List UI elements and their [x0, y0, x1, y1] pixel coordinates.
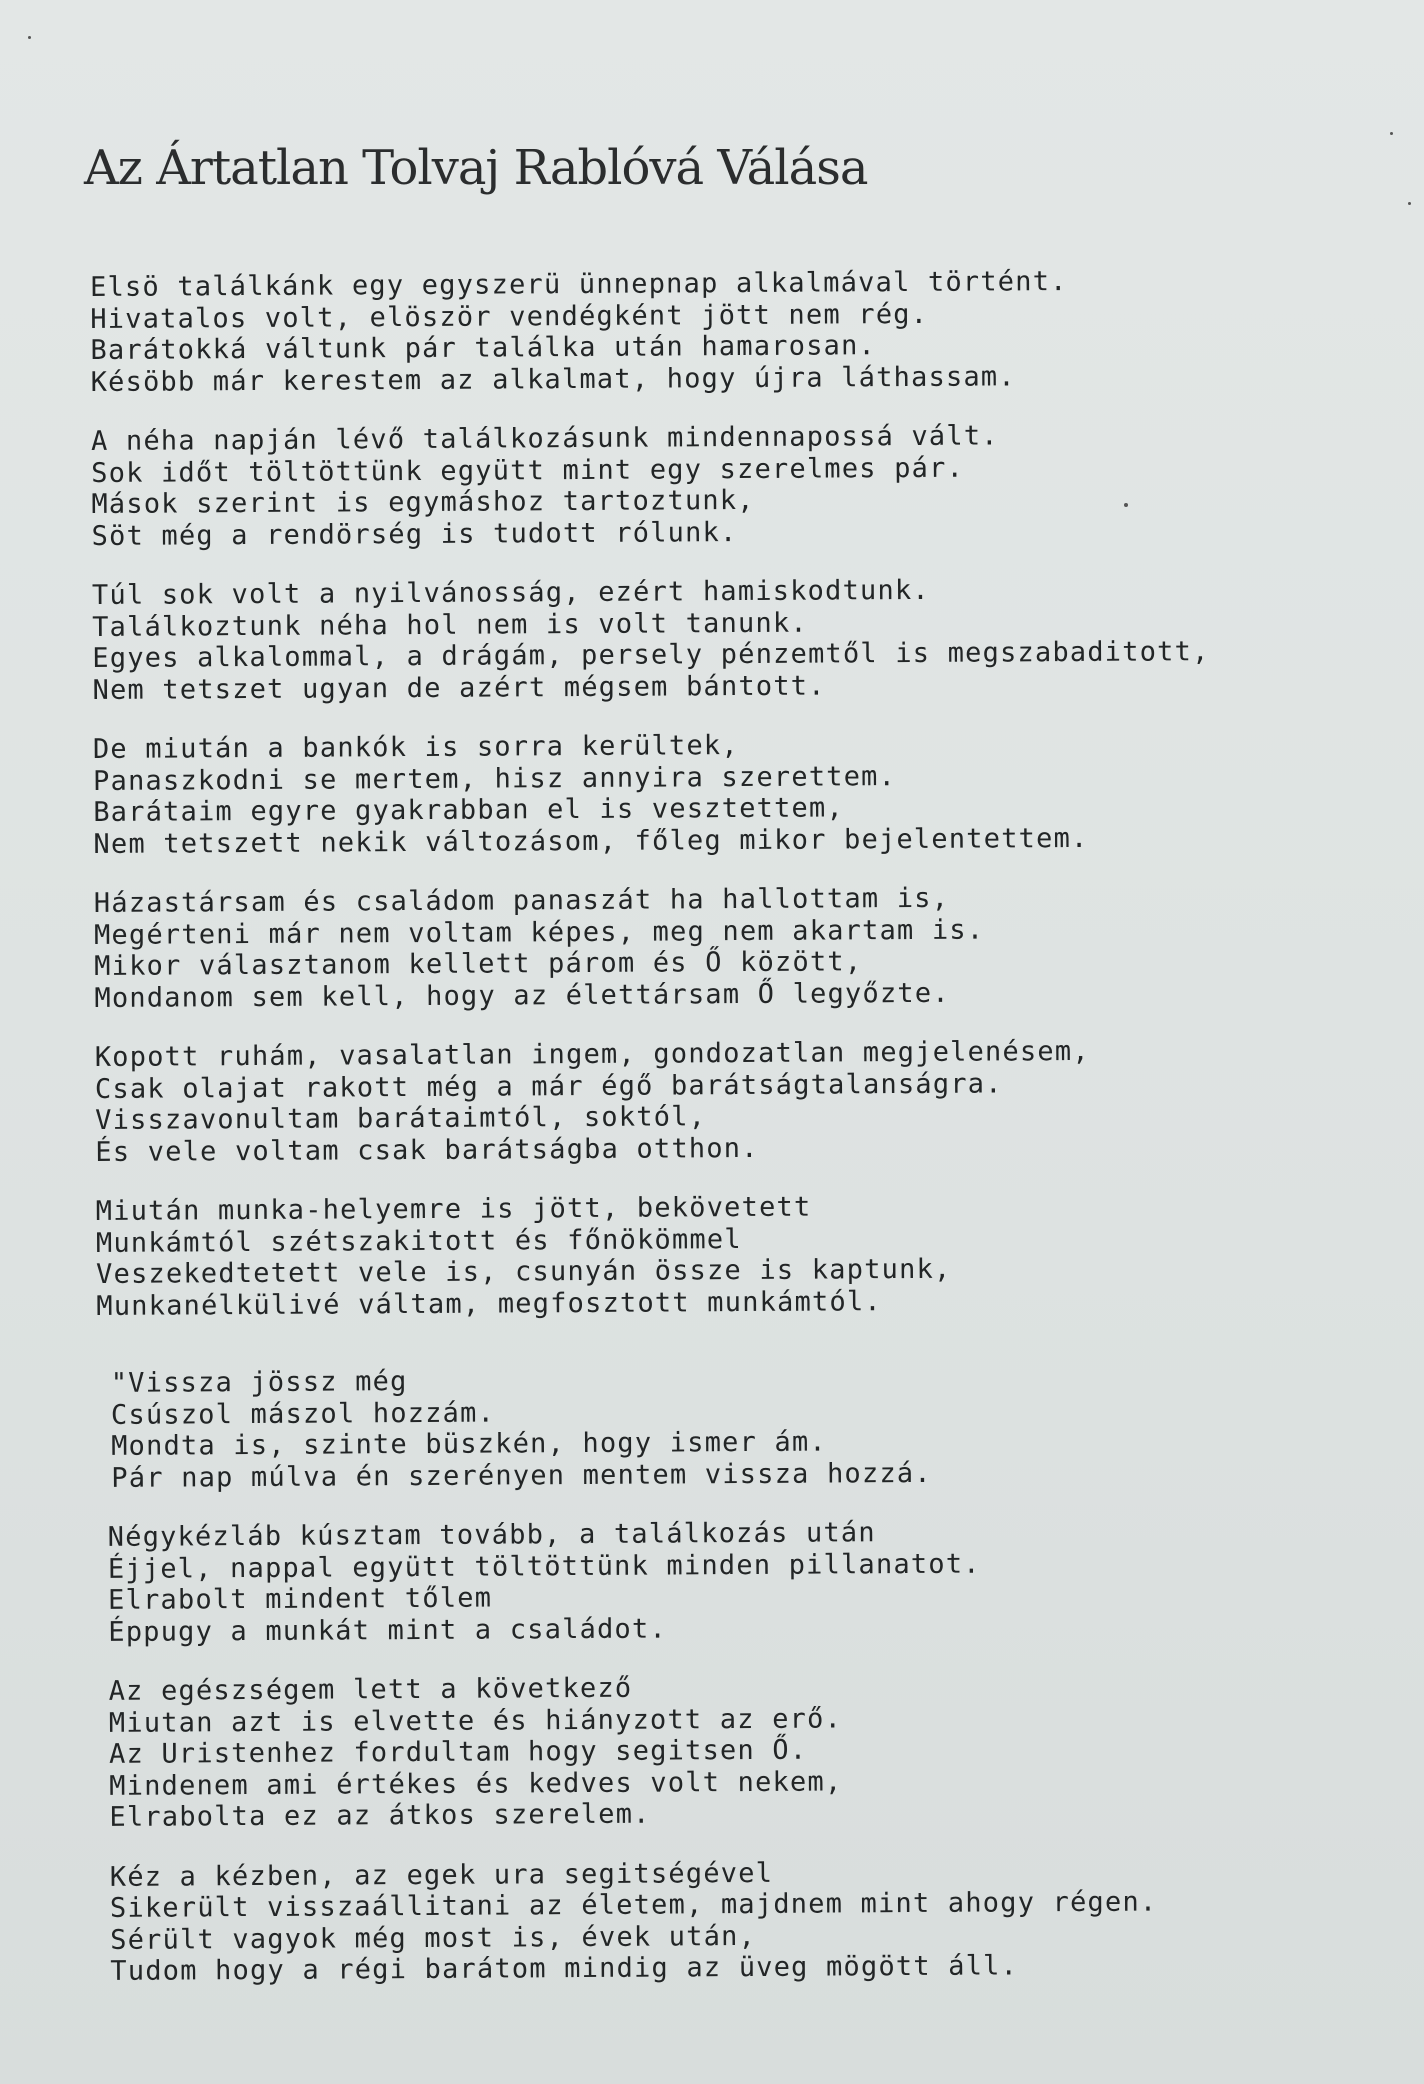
- poem-line: Mikor választanom kellett párom és Ő között,: [94, 946, 863, 982]
- poem-line: Kéz a kézben, az egek ura segitségével: [109, 1857, 774, 1893]
- poem-line: Elrabolt mindent tőlem: [108, 1582, 493, 1616]
- poem-line: Miután munka-helyemre is jött, bekövetett: [95, 1191, 812, 1227]
- poem-body: [90, 265, 1218, 2015]
- poem-line: Házastársam és családom panaszát ha hallottam is,: [93, 882, 950, 919]
- poem-line: Éjjel, nappal együtt töltöttünk minden pillanatot.: [107, 1548, 981, 1585]
- stanza-1: [90, 265, 1208, 398]
- poem-line: Az Uristenhez fordultam hogy segitsen Ő.: [108, 1734, 808, 1770]
- stanza-2: [91, 419, 1209, 552]
- poem-line: Nem tetszett nekik változásom, főleg mikor bejelentettem.: [93, 822, 1089, 860]
- poem-line: Egyes alkalommal, a drágám, persely pénzemtől is megszabaditott,: [92, 636, 1210, 674]
- poem-line: Hivatalos volt, elöször vendégként jött nem rég.: [90, 298, 929, 335]
- poem-line: Mindenem ami értékes és kedves volt nekem,: [109, 1765, 843, 1802]
- poem-line: De miután a bankók is sorra kerültek,: [92, 730, 739, 765]
- poem-line: Elsö találkánk egy egyszerü ünnepnap alkalmával történt.: [90, 266, 1068, 303]
- paper-speck: [1390, 132, 1393, 135]
- paper-speck: [28, 36, 31, 39]
- poem-line: Késöbb már kerestem az alkalmat, hogy újra láthassam.: [90, 360, 1016, 398]
- poem-line: Veszekedtetett vele is, csunyán össze is kaptunk,: [96, 1253, 952, 1290]
- stanza-8: [97, 1361, 1215, 1494]
- paper-speck: [1408, 202, 1411, 205]
- stanza-6: [95, 1035, 1213, 1168]
- poem-line: Visszavonultam barátaimtól, soktól,: [95, 1101, 707, 1136]
- poem-line: Találkoztunk néha hol nem is volt tanunk.: [92, 607, 808, 643]
- stanza-3: [92, 573, 1210, 706]
- poem-line: Sikerült visszaállitani az életem, majdnem mint ahogy régen.: [109, 1886, 1158, 1924]
- poem-line: Mondanom sem kell, hogy az élettársam Ő legyőzte.: [94, 977, 950, 1014]
- poem-line: Panaszkodni se mertem, hisz annyira szerettem.: [93, 760, 897, 797]
- poem-line: Az egészségem lett a következő: [108, 1672, 633, 1707]
- poem-line: Kopott ruhám, vasalatlan ingem, gondozatlan megjelenésem,: [94, 1035, 1090, 1073]
- poem-line: Tudom hogy a régi barátom mindig az üveg mögött áll.: [110, 1950, 1019, 1987]
- poem-line: Csúszol mászol hozzám.: [110, 1397, 496, 1431]
- poem-line: Barátokká váltunk pár találka után hamarosan.: [90, 330, 877, 366]
- stanza-4: [93, 727, 1211, 860]
- poem-line: Barátaim egyre gyakrabban el is vesztettem,: [93, 792, 844, 828]
- poem-line: Sok időt töltöttünk együtt mint egy szerelmes pár.: [91, 452, 965, 489]
- paper-speck: [1124, 503, 1128, 507]
- stanza-9: [98, 1515, 1216, 1648]
- stanza-10: [99, 1669, 1217, 1833]
- poem-line: Munkámtól szétszakitott és főnökömmel: [95, 1223, 742, 1259]
- poem-line: Elrabolta ez az átkos szerelem.: [109, 1798, 651, 1833]
- poem-line: Pár nap múlva én szerényen mentem vissza hozzá.: [111, 1457, 932, 1494]
- poem-line: Éppugy a munkát mint a családot.: [108, 1613, 667, 1648]
- poem-line: Nem tetszet ugyan de azért mégsem bántott.: [92, 670, 826, 706]
- poem-line: Négykézláb kúsztam tovább, a találkozás után: [107, 1517, 876, 1553]
- poem-line: Munkanélkülivé váltam, megfosztott munkámtól.: [96, 1285, 882, 1322]
- poem-line: Csak olajat rakott még a már égő barátságtalanságra.: [94, 1067, 1003, 1105]
- poem-line: Túl sok volt a nyilvánosság, ezért hamiskodtunk.: [91, 574, 930, 611]
- poem-line: "Vissza jössz még: [110, 1366, 408, 1399]
- stanza-5: [94, 881, 1212, 1014]
- poem-line: Sérült vagyok még most is, évek után,: [110, 1920, 757, 1956]
- stanza-7: [96, 1189, 1214, 1322]
- poem-title: Az Ártatlan Tolvaj Rablóvá Válása: [84, 140, 868, 196]
- poem-line: A néha napján lévő találkozásunk mindennapossá vált.: [90, 420, 999, 457]
- poem-line: És vele voltam csak barátságba otthon.: [95, 1132, 759, 1168]
- poem-line: Söt még a rendörség is tudott rólunk.: [91, 516, 738, 552]
- poem-line: Megérteni már nem voltam képes, meg nem akartam is.: [93, 914, 985, 951]
- poem-line: Mások szerint is egymáshoz tartoztunk,: [91, 484, 755, 520]
- poem-line: Miutan azt is elvette és hiányzott az erő.: [108, 1702, 843, 1739]
- poem-line: Mondta is, szinte büszkén, hogy ismer ám.: [111, 1426, 827, 1462]
- stanza-11: [100, 1855, 1218, 1988]
